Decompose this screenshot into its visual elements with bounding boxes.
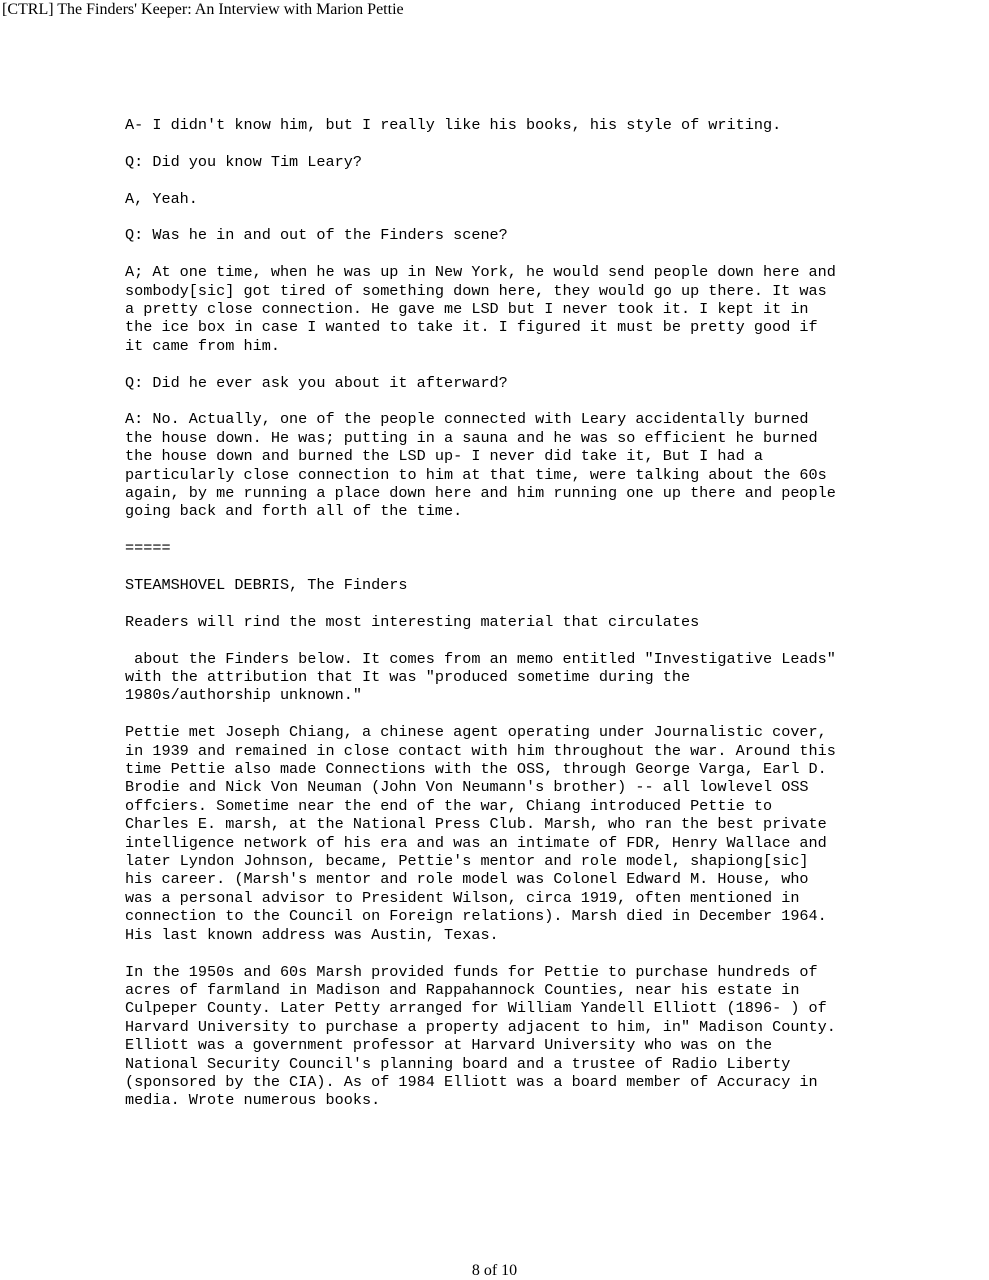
- readers-intro: Readers will rind the most interesting material that circulates: [125, 612, 700, 631]
- question-finders-scene: Q: Was he in and out of the Finders scene?: [125, 226, 508, 245]
- answer-new-york-connection: A; At one time, when he was up in New York, he would send people down here and sombody[sic] got tired of something down here, they would go up there. It was a pretty close connection. He gave me LSD but I never took it. I kept it in the ice box in case I wanted to take it. I figured it must be pretty good if it came from him.: [125, 263, 836, 355]
- question-ask-afterward: Q: Did he ever ask you about it afterward?: [125, 373, 508, 392]
- page-number: 8 of 10: [471, 1262, 518, 1279]
- answer-didnt-know-him: A- I didn't know him, but I really like his books, his style of writing.: [125, 116, 782, 134]
- page-header-title: [CTRL] The Finders' Keeper: An Interview with Marion Pettie: [2, 1, 404, 18]
- answer-house-burned: A: No. Actually, one of the people connected with Leary accidentally burned the house down. He was; putting in a sauna and he was so efficient he burned the house down and burned the LSD up- I never did take it, But I had a particularly close connection to him at that time, were talking about the 60s again, by me running a place down here and him running one up there and people going back and forth all of the time.: [125, 410, 836, 521]
- memo-attribution: about the Finders below. It comes from an memo entitled "Investigative Leads" with the attribution that It was "produced sometime during the 1980s/authorship unknown.": [125, 649, 836, 705]
- paragraph-farmland-elliott: In the 1950s and 60s Marsh provided funds for Pettie to purchase hundreds of acres of farmland in Madison and Rappahannock Counties, near his estate in Culpeper County. Later Petty arranged for William Yandell Elliott (1896- ) of Harvard University to purchase a property adjacent to him, in" Madison County. Elliott was a government professor at Harvard University who was on the National Security Council's planning board and a trustee of Radio Liberty (sponsored by the CIA). As of 1984 Elliott was a board member of Accuracy in media. Wrote numerous books.: [125, 962, 836, 1110]
- section-divider: =====: [125, 539, 171, 558]
- answer-yeah: A, Yeah.: [125, 189, 198, 208]
- question-tim-leary: Q: Did you know Tim Leary?: [125, 152, 362, 171]
- paragraph-chiang-marsh: Pettie met Joseph Chiang, a chinese agent operating under Journalistic cover, in 1939 and remained in close contact with him throughout the war. Around this time Pettie also made Connections with the OSS, through George Varga, Earl D. Brodie and Nick Von Neuman (John Von Neumann's brother) -- all lowlevel OSS offciers. Sometime near the end of the war, Chiang introduced Pettie to Charles E. marsh, at the National Press Club. Marsh, who ran the best private intelligence network of his era and was an intimate of FDR, Henry Wallace and later Lyndon Johnson, became, Pettie's mentor and role model, shapiong[sic] his career. (Marsh's mentor and role model was Colonel Edward M. House, who was a personal advisor to President Wilson, circa 1919, often mentioned in connection to the Council on Foreign relations). Marsh died in December 1964. His last known address was Austin, Texas.: [125, 723, 836, 944]
- section-title: STEAMSHOVEL DEBRIS, The Finders: [125, 576, 408, 595]
- document-body: [125, 116, 885, 1128]
